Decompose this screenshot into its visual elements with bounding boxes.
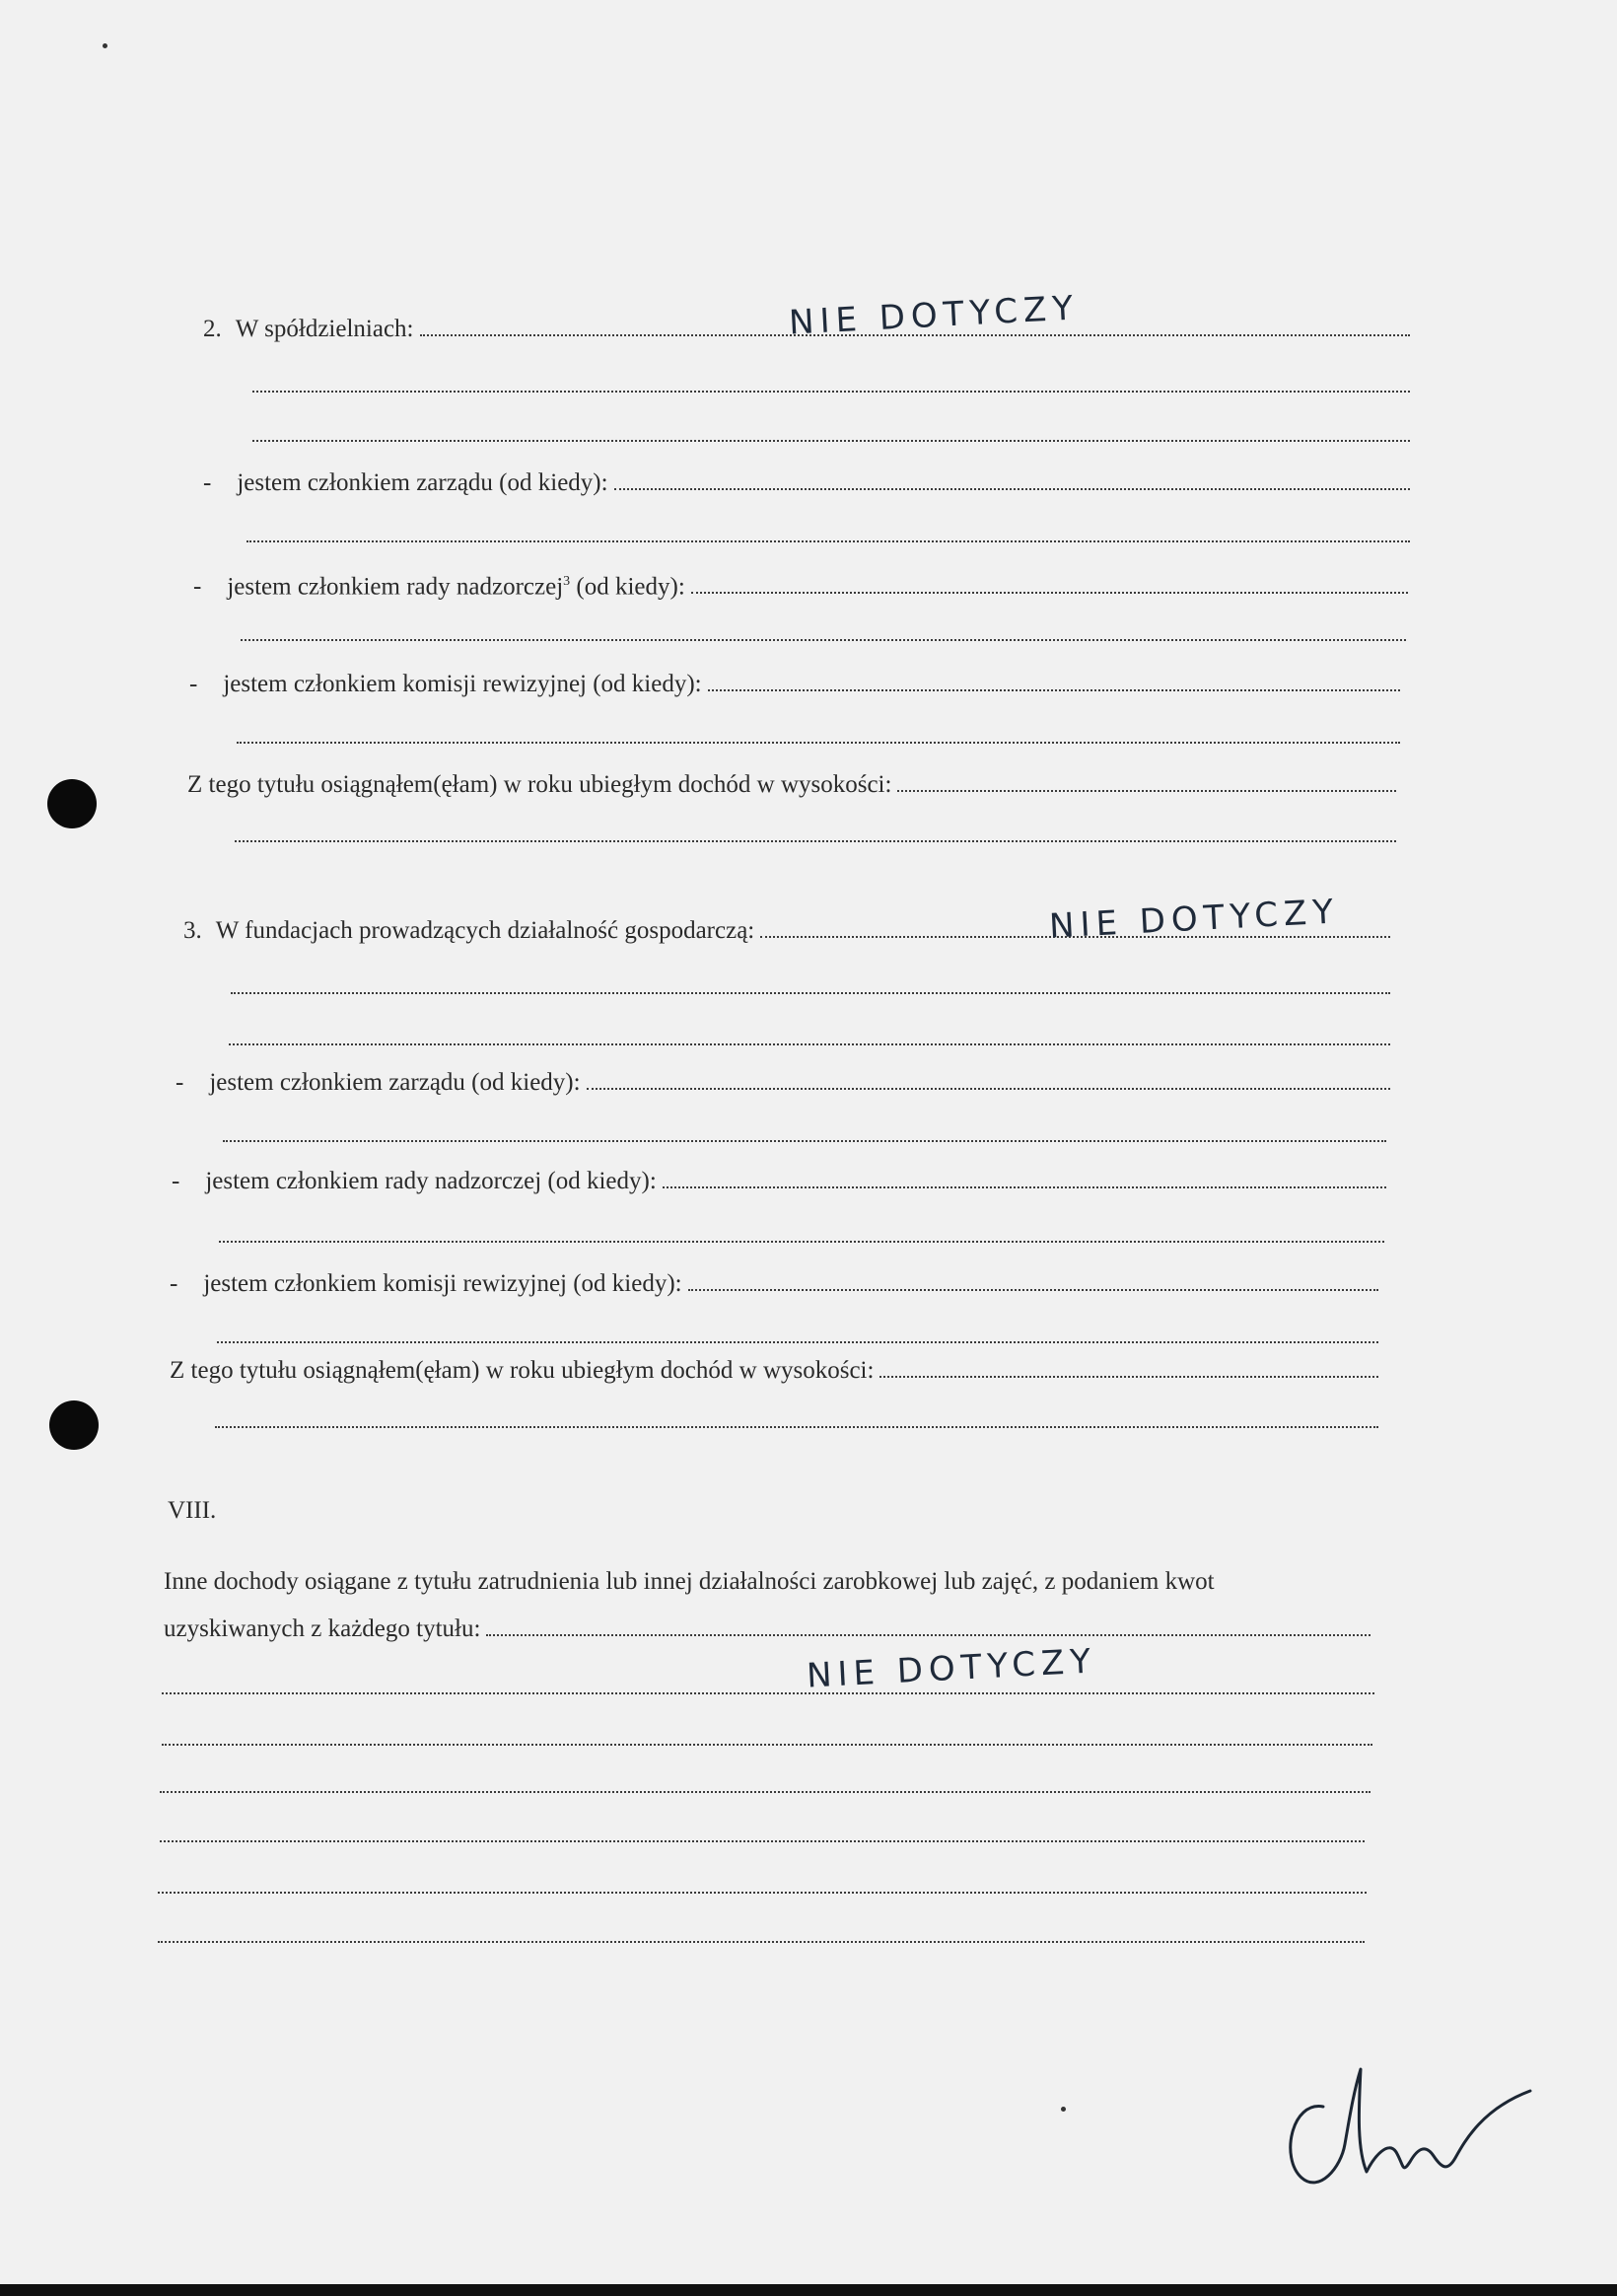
- section2-supervisory-row: [193, 566, 1408, 603]
- section8-answer-line[interactable]: [486, 1614, 1371, 1636]
- section8-answer-line-3[interactable]: [162, 1744, 1372, 1746]
- section8-text-line1: Inne dochody osiągane z tytułu zatrudnienia lub innej działalności zarobkowej lub zajęć, z podaniem kwot: [164, 1568, 1215, 1595]
- section8-handwritten-answer: NIE DOTYCZY: [806, 1641, 1098, 1696]
- section3-board-field[interactable]: [587, 1068, 1390, 1090]
- section2-income-field[interactable]: [897, 770, 1396, 792]
- section3-income-field-line-2[interactable]: [215, 1426, 1378, 1428]
- section3-answer-line-3[interactable]: [229, 1043, 1390, 1045]
- section3-audit-field-line-2[interactable]: [217, 1341, 1378, 1343]
- section2-supervisory-field-line-2[interactable]: [241, 639, 1406, 641]
- section2-income-field-line-2[interactable]: [235, 840, 1396, 842]
- section3-board-row: [176, 1067, 1390, 1099]
- section8-answer-line-4[interactable]: [160, 1791, 1371, 1793]
- section3-audit-row: [170, 1268, 1378, 1300]
- section3-income-row: [170, 1355, 1378, 1387]
- bullet-dash: -: [172, 1168, 180, 1194]
- section2-supervisory-field[interactable]: [691, 572, 1408, 594]
- punch-hole: [47, 779, 97, 828]
- section3-handwritten-answer: NIE DOTYCZY: [1048, 892, 1341, 947]
- signature-mark: [1272, 2049, 1548, 2197]
- section3-supervisory-field[interactable]: [663, 1167, 1386, 1188]
- section2-supervisory-label: [227, 566, 684, 603]
- bullet-dash: -: [176, 1069, 184, 1096]
- section2-answer-line-2[interactable]: [252, 391, 1410, 393]
- stray-dot: [103, 43, 107, 48]
- stray-dot: [1061, 2107, 1066, 2112]
- section3-supervisory-field-line-2[interactable]: [219, 1241, 1384, 1243]
- section2-board-label: jestem członkiem zarządu (od kiedy):: [237, 469, 608, 496]
- section8-heading: VIII.: [168, 1497, 217, 1524]
- bullet-dash: -: [170, 1270, 178, 1297]
- section2-income-label: Z tego tytułu osiągnąłem(ęłam) w roku ubiegłym dochód w wysokości:: [187, 771, 892, 798]
- section2-supervisory-text: jestem członkiem rady nadzorczej: [227, 573, 564, 601]
- section3-answer-line-2[interactable]: [231, 992, 1390, 994]
- section2-number: 2.: [203, 316, 222, 342]
- section3-audit-label: jestem członkiem komisji rewizyjnej (od kiedy):: [203, 1270, 682, 1297]
- section2-board-row: [203, 467, 1410, 499]
- section8-answer-line-5[interactable]: [160, 1840, 1365, 1842]
- section3-board-field-line-2[interactable]: [223, 1140, 1386, 1142]
- section2-board-field[interactable]: [614, 468, 1410, 490]
- section3-income-label: Z tego tytułu osiągnąłem(ęłam) w roku ubiegłym dochód w wysokości:: [170, 1357, 875, 1384]
- section8-answer-line-2[interactable]: [162, 1692, 1374, 1694]
- section3-audit-field[interactable]: [688, 1269, 1378, 1291]
- section8-text: [164, 1558, 1386, 1653]
- bullet-dash: -: [193, 573, 202, 601]
- section2-board-field-line-2[interactable]: [246, 540, 1410, 542]
- section2-audit-field-line-2[interactable]: [237, 742, 1400, 744]
- section2-label: W spółdzielniach:: [235, 316, 414, 342]
- section2-answer-line-3[interactable]: [252, 440, 1410, 442]
- section3-income-field[interactable]: [879, 1356, 1378, 1378]
- bullet-dash: -: [203, 469, 212, 496]
- section8-answer-line-6[interactable]: [158, 1892, 1367, 1894]
- bullet-dash: -: [189, 671, 198, 697]
- section8-text-line2-row: [164, 1606, 1386, 1653]
- section2-income-row: [187, 769, 1396, 801]
- section2-audit-label: jestem członkiem komisji rewizyjnej (od kiedy):: [223, 671, 702, 697]
- punch-hole: [49, 1400, 99, 1450]
- scan-edge: [0, 2284, 1617, 2296]
- section3-supervisory-row: [172, 1166, 1386, 1197]
- section2-audit-row: [189, 669, 1400, 700]
- section2-supervisory-tail: (od kiedy):: [570, 573, 685, 601]
- section2-audit-field[interactable]: [708, 670, 1400, 691]
- section3-number: 3.: [183, 917, 202, 944]
- section8-text-line2: uzyskiwanych z każdego tytułu:: [164, 1615, 481, 1642]
- section3-supervisory-label: jestem członkiem rady nadzorczej (od kiedy):: [205, 1168, 657, 1194]
- footnote-marker: 3: [563, 574, 571, 589]
- section3-label: W fundacjach prowadzących działalność gospodarczą:: [215, 917, 755, 944]
- section3-board-label: jestem członkiem zarządu (od kiedy):: [209, 1069, 581, 1096]
- section2-handwritten-answer: NIE DOTYCZY: [788, 288, 1081, 343]
- section8-answer-line-7[interactable]: [158, 1941, 1365, 1943]
